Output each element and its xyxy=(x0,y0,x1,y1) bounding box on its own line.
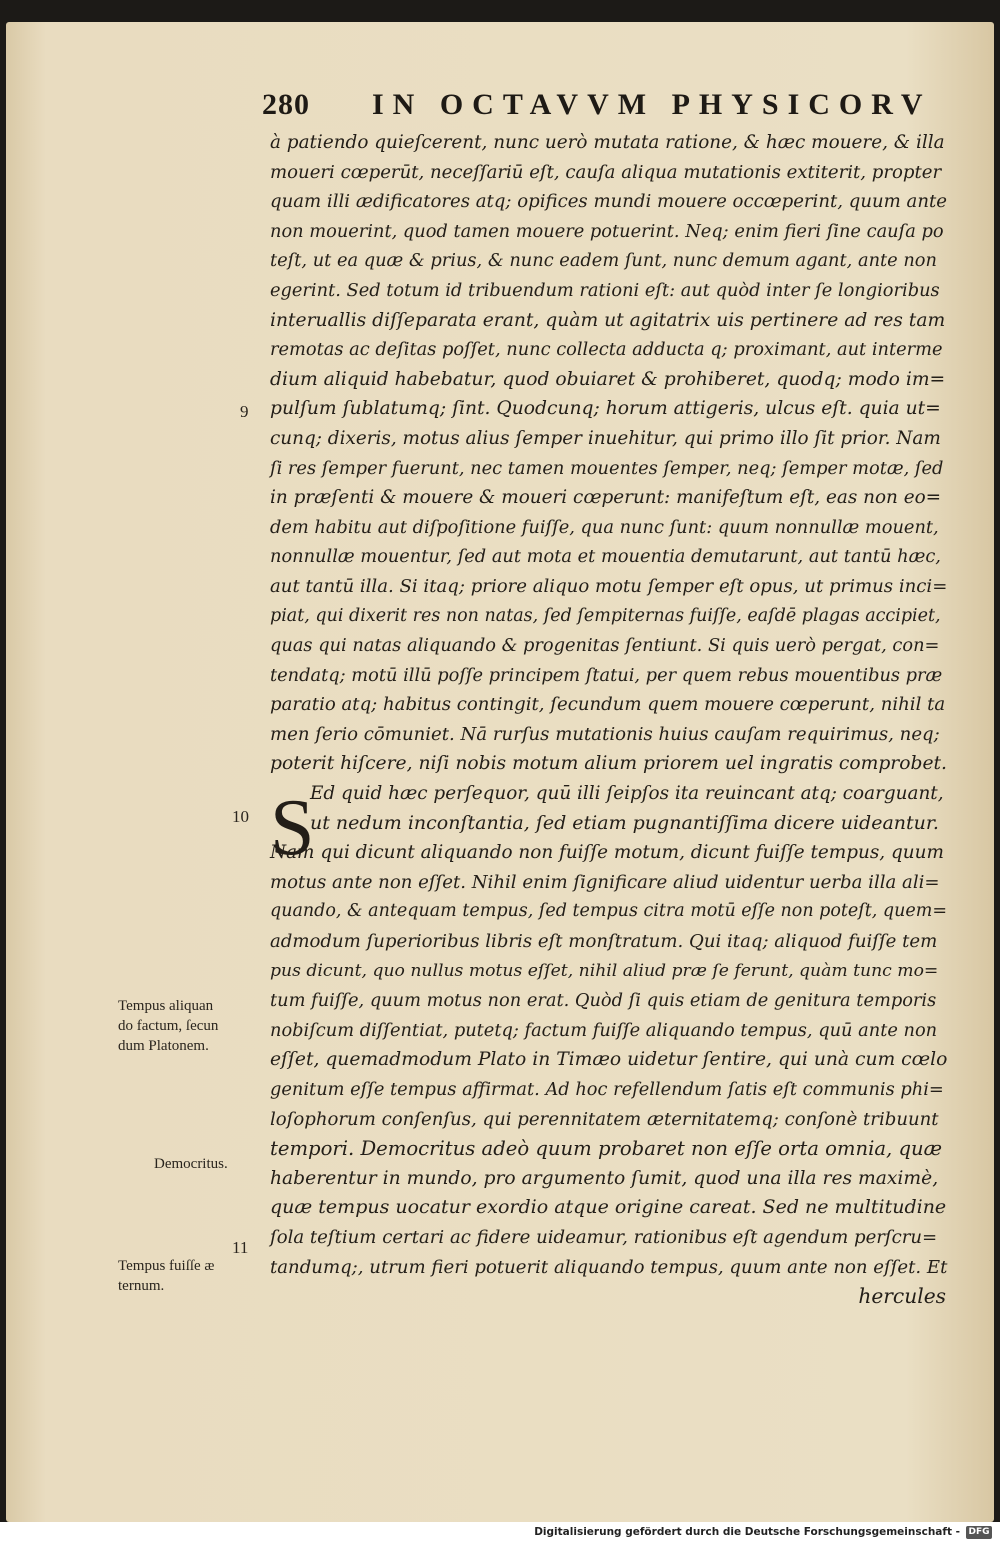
margin-note-democritus: Democritus. xyxy=(154,1156,228,1172)
folio-number: 280 xyxy=(262,88,310,121)
text-line: nonnullæ mouentur, ſed aut mota et mouentia demutarunt, aut tantū hæc, xyxy=(270,546,941,568)
footer-credit: Digitalisierung gefördert durch die Deutsche Forschungsgemeinschaft - xyxy=(534,1526,960,1538)
catchword: hercules xyxy=(858,1284,946,1309)
text-line: nobiſcum diſſentiat, putetq; factum fuiſſe aliquando tempus, quū ante non xyxy=(270,1019,938,1041)
margin-number-10: 10 xyxy=(232,807,249,826)
text-line: piat, qui dixerit res non natas, ſed ſempiternas fuiſſe, eaſdē plagas accipiet, xyxy=(270,605,941,626)
text-line: remotas ac deſitas poſſet, nunc collecta adducta q; proximant, aut interme xyxy=(270,339,943,361)
running-title: IN OCTAVVM PHYSICORV xyxy=(372,88,932,121)
text-line: ſola teſtium certari ac fidere uideamur, rationibus eſt agendum perſcru= xyxy=(270,1226,938,1248)
margin-note-tempus-aeternum: Tempus fuiſſe æ ternum. xyxy=(118,1258,215,1294)
text-line: Nam qui dicunt aliquando non fuiſſe motum, dicunt fuiſſe tempus, quum xyxy=(270,842,944,864)
text-line: men ſerio cōmuniet. Nā rurſus mutationis huius cauſam requirimus, neq; xyxy=(270,723,940,745)
main-text-block xyxy=(270,128,946,1312)
dfg-logo-icon: DFG xyxy=(966,1526,992,1539)
text-line: tum fuiſſe, quum motus non erat. Quòd ſi quis etiam de genitura temporis xyxy=(270,990,937,1012)
text-line: teſt, ut ea quæ & prius, & nunc eadem ſunt, nunc demum agant, ante non xyxy=(270,250,937,272)
drop-capital: S xyxy=(270,784,315,872)
text-line: interuallis diſſeparata erant, quàm ut agitatrix uis pertinere ad res tam xyxy=(270,309,946,331)
text-line: dium aliquid habebatur, quod obuiaret & prohiberet, quodq; modo im= xyxy=(270,368,946,390)
page-header xyxy=(262,88,952,124)
text-line: ut nedum inconſtantia, ſed etiam pugnantiſſima dicere uideantur. xyxy=(310,811,939,834)
text-line: motus ante non eſſet. Nihil enim ſignificare aliud uidentur uerba illa ali= xyxy=(270,871,940,893)
text-line: tempori. Democritus adeò quum probaret non eſſe orta omnia, quæ xyxy=(270,1137,943,1161)
text-line: quas qui natas aliquando & progenitas ſentiunt. Si quis uerò pergat, con= xyxy=(270,635,940,657)
text-line: tendatq; motū illū poſſe principem ſtatui, per quem rebus mouentibus præ xyxy=(270,664,943,686)
text-line: ſi res ſemper fuerunt, nec tamen mouentes ſemper, neq; ſemper motæ, ſed xyxy=(270,457,944,479)
text-line: Ed quid hæc perſequor, quū illi ſeipſos ita reuincant atq; coarguant, xyxy=(310,783,944,805)
text-line: haberentur in mundo, pro argumento ſumit, quod una illa res maximè, xyxy=(270,1167,939,1189)
margin-note-tempus-factum: Tempus aliquan do factum, ſecun dum Platonem. xyxy=(118,998,219,1054)
text-line: moueri cœperūt, neceſſariū eſt, cauſa aliqua mutationis extiterit, propter xyxy=(270,161,942,183)
text-line: genitum eſſe tempus affirmat. Ad hoc refellendum ſatis eſt communis phi= xyxy=(270,1079,944,1100)
text-line: non mouerint, quod tamen mouere potuerint. Neq; enim fieri ſine cauſa po xyxy=(270,220,944,242)
text-line: cunq; dixeris, motus alius ſemper inuehitur, qui primo illo ſit prior. Nam xyxy=(270,427,941,449)
text-line: pus dicunt, quo nullus motus eſſet, nihil aliud præ ſe ferunt, quàm tunc mo= xyxy=(270,960,939,981)
text-line: pulſum ſublatumq; ſint. Quodcunq; horum attigeris, ulcus eſt. quia ut= xyxy=(270,398,941,420)
text-line: eſſet, quemadmodum Plato in Timæo uidetur ſentire, qui unà cum cœlo xyxy=(270,1049,948,1071)
text-line: quæ tempus uocatur exordio atque origine careat. Sed ne multitudine xyxy=(270,1196,947,1219)
text-line: tandumq;, utrum fieri potuerit aliquando tempus, quum ante non eſſet. Et xyxy=(270,1256,948,1278)
text-line: poterit hiſcere, niſi nobis motum alium priorem uel ingratis comprobet. xyxy=(270,753,947,775)
margin-number-11: 11 xyxy=(232,1238,249,1257)
text-line: in præſenti & mouere & moueri cœperunt: manifeſtum eſt, eas non eo= xyxy=(270,487,942,509)
text-line: quam illi ædificatores atq; opifices mundi mouere occœperint, quum ante xyxy=(270,191,947,213)
margin-number-9: 9 xyxy=(240,402,249,421)
text-line: admodum ſuperioribus libris eſt monſtratum. Qui itaq; aliquod fuiſſe tem xyxy=(270,931,938,953)
text-line: paratio atq; habitus contingit, ſecundum quem mouere cœperunt, nihil ta xyxy=(270,694,946,716)
text-line: egerint. Sed totum id tribuendum rationi eſt: aut quòd inter ſe longioribus xyxy=(270,279,940,301)
text-line: aut tantū illa. Si itaq; priore aliquo motu ſemper eſt opus, ut primus inci= xyxy=(270,575,948,597)
text-line: dem habitu aut diſpoſitione fuiſſe, qua nunc ſunt: quum nonnullæ mouent, xyxy=(270,516,939,538)
digitization-footer xyxy=(0,1522,1000,1544)
text-line: quando, & antequam tempus, ſed tempus citra motū eſſe non poteſt, quem= xyxy=(270,901,948,922)
text-line: à patiendo quieſcerent, nunc uerò mutata ratione, & hæc mouere, & illa xyxy=(270,132,945,153)
text-line: loſophorum conſenſus, qui perennitatem æternitatemq; conſonè tribuunt xyxy=(270,1108,939,1130)
